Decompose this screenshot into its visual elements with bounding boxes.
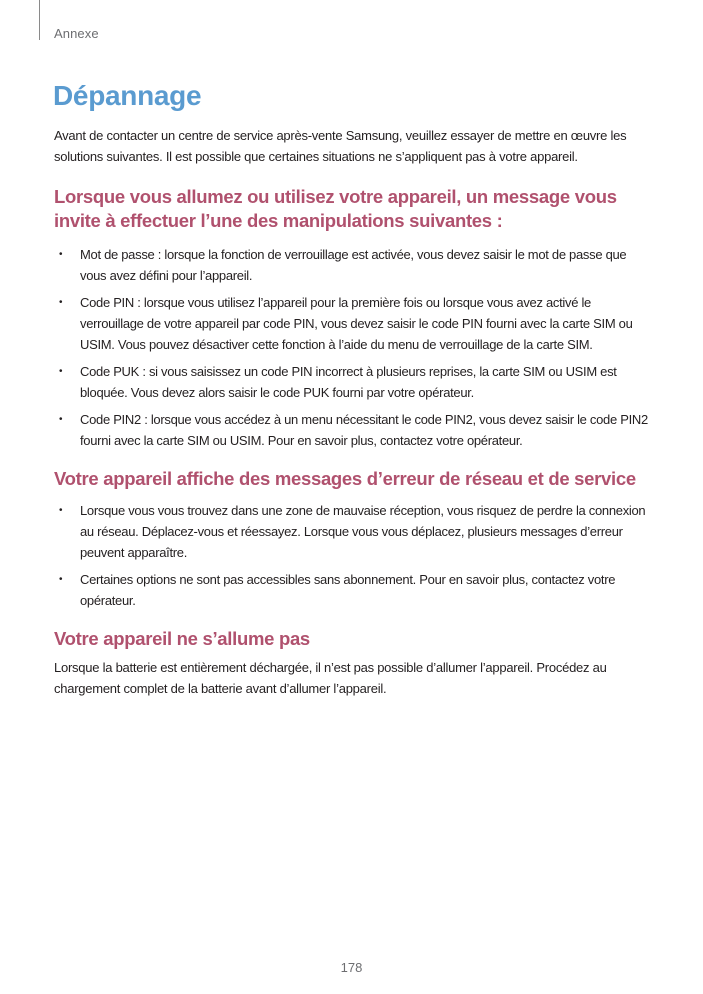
bullet-icon: • [59,505,63,516]
bullet-icon: • [59,366,63,377]
header-rule [39,0,40,40]
page-number: 178 [340,960,363,975]
list-item [54,361,654,403]
section-heading-device-wont-turn-on: Votre appareil ne s’allume pas [54,628,310,649]
network-errors-list [54,500,654,611]
list-item-text: Code PIN2 : lorsque vous accédez à un menu nécessitant le code PIN2, vous devez saisir le code PIN2 fourni avec la carte SIM ou USIM. Pour en savoir plus, contactez votre opérateur. [80,412,648,448]
section-heading-unlock-prompts: Lorsque vous allumez ou utilisez votre appareil, un message vous invite à effectuer l’une des manipulations suivantes : [54,186,617,231]
device-wont-turn-on-paragraph: Lorsque la batterie est entièrement déchargée, il n’est pas possible d’allumer l’appareil. Procédez au chargement complet de la batterie avant d’allumer l’appareil. [54,660,607,696]
bullet-icon: • [59,414,63,425]
list-item-text: Mot de passe : lorsque la fonction de verrouillage est activée, vous devez saisir le mot de passe que vous avez défini pour l’appareil. [80,247,627,283]
unlock-prompts-list [54,244,654,451]
bullet-icon: • [59,297,63,308]
list-item [54,244,654,286]
list-item [54,409,654,451]
page-title: Dépannage [53,80,202,111]
bullet-icon: • [59,249,63,260]
list-item-text: Code PIN : lorsque vous utilisez l’appareil pour la première fois ou lorsque vous avez activé le verrouillage de votre appareil par code PIN, vous devez saisir le code PIN fourni avec la carte SIM ou USIM. Vous pouvez désactiver cette fonction à l’aide du menu de verrouillage de la carte SIM. [80,295,633,352]
bullet-icon: • [59,574,63,585]
list-item-text: Lorsque vous vous trouvez dans une zone de mauvaise réception, vous risquez de perdre la connexion au réseau. Déplacez-vous et réessayez. Lorsque vous vous déplacez, plusieurs messages d’erreur peuvent apparaître. [80,503,646,560]
list-item-text: Certaines options ne sont pas accessibles sans abonnement. Pour en savoir plus, contactez votre opérateur. [80,572,616,608]
list-item [54,500,654,563]
intro-paragraph: Avant de contacter un centre de service après-vente Samsung, veuillez essayer de mettre en œuvre les solutions suivantes. Il est possible que certaines situations ne s’appliquent pas à votre appareil. [54,128,627,164]
list-item-text: Code PUK : si vous saisissez un code PIN incorrect à plusieurs reprises, la carte SIM ou USIM est bloquée. Vous devez alors saisir le code PUK fourni par votre opérateur. [80,364,617,400]
running-header: Annexe [54,26,99,41]
section-heading-network-errors: Votre appareil affiche des messages d’erreur de réseau et de service [54,468,636,489]
page-content [54,125,654,699]
list-item [54,569,654,611]
list-item [54,292,654,355]
